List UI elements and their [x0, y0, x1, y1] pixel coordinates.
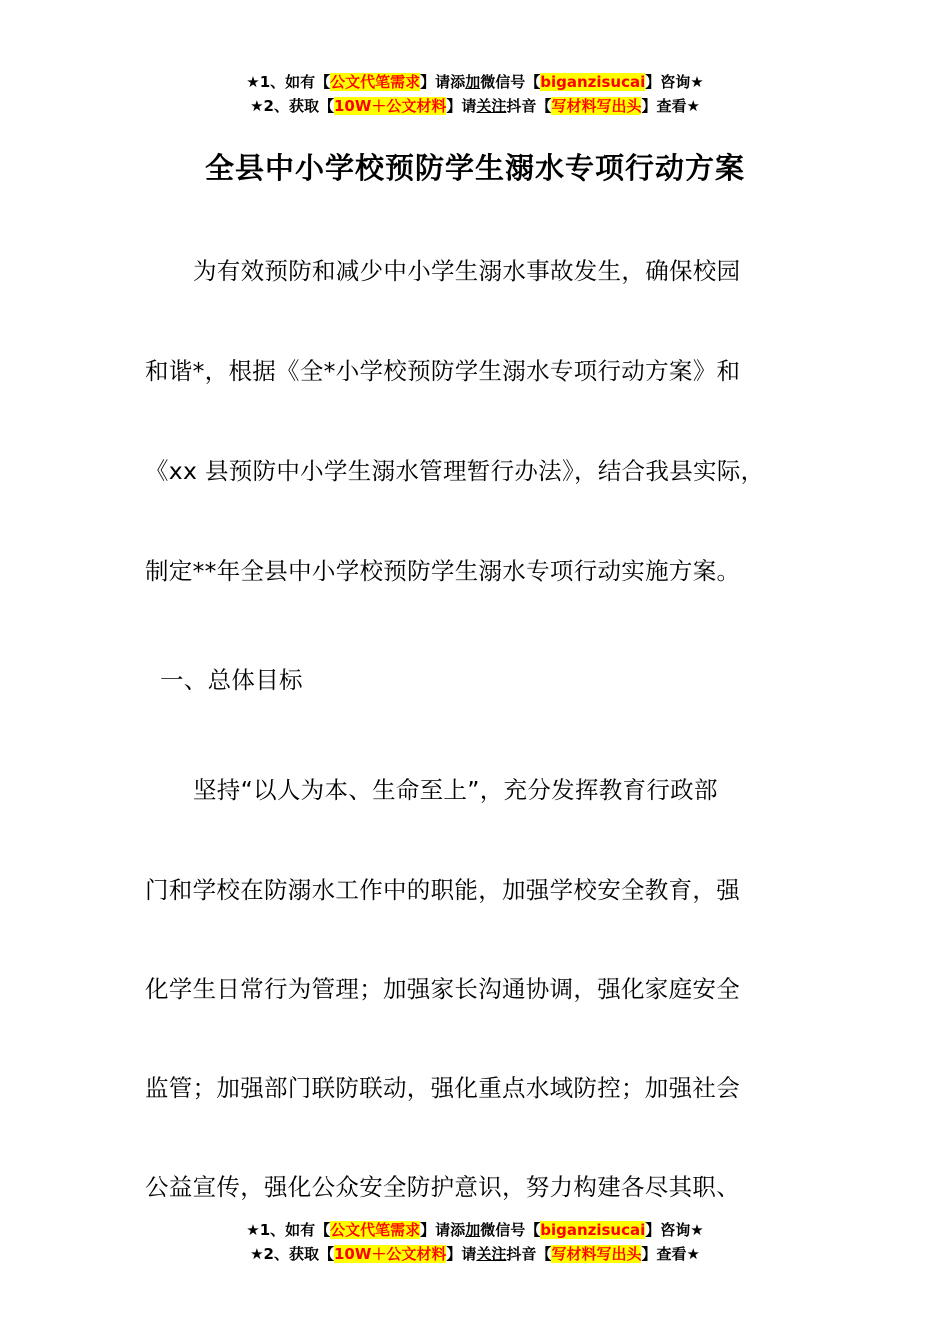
- paragraph-line: 监管；加强部门联防联动，强化重点水域防控；加强社会: [145, 1074, 740, 1102]
- banner-underline: 关注: [476, 1245, 507, 1263]
- banner-text: 微信号【: [480, 1221, 541, 1239]
- banner-text: 抖音【: [506, 1245, 552, 1263]
- banner-underline: 关注: [476, 97, 507, 115]
- document-title: 全县中小学校预防学生溺水专项行动方案: [204, 151, 745, 185]
- banner-highlight: 10W＋公文材料: [333, 97, 447, 115]
- banner-text: 抖音【: [506, 97, 552, 115]
- banner-text: 】咨询★: [645, 73, 704, 91]
- banner-text: 】查看★: [641, 97, 700, 115]
- banner-text: 微信号【: [480, 73, 541, 91]
- banner-text: ★2、获取【: [250, 97, 334, 115]
- banner-text: 】查看★: [641, 1245, 700, 1263]
- banner-highlight: 写材料写出头: [551, 97, 642, 115]
- paragraph-line: 制定**年全县中小学校预防学生溺水专项行动实施方案。: [145, 557, 741, 585]
- paragraph-line: 坚持“以人为本、生命至上”，充分发挥教育行政部: [193, 776, 718, 804]
- banner-text: 】请添: [420, 1221, 466, 1239]
- banner-text: 】咨询★: [645, 1221, 704, 1239]
- banner-text: ★1、如有【: [246, 73, 331, 91]
- banner-text: ★1、如有【: [246, 1221, 331, 1239]
- banner-highlight: biganzisucai: [540, 1221, 646, 1239]
- banner-highlight: 公文代笔需求: [330, 73, 421, 91]
- banner-underline: 加: [465, 1221, 481, 1239]
- footer-banner: [0, 1218, 950, 1266]
- banner-line-1: [0, 70, 950, 94]
- paragraph-line: 和谐*，根据《全*小学校预防学生溺水专项行动方案》和: [145, 357, 741, 385]
- banner-highlight: biganzisucai: [540, 73, 646, 91]
- banner-line-1: [0, 1218, 950, 1242]
- banner-text: 】请: [446, 97, 477, 115]
- paragraph-line: 《xx 县预防中小学生溺水管理暂行办法》，结合我县实际，: [145, 457, 765, 485]
- banner-line-2: [0, 1242, 950, 1266]
- paragraph-line: 公益宣传，强化公众安全防护意识，努力构建各尽其职、: [145, 1173, 740, 1201]
- banner-text: 】请: [446, 1245, 477, 1263]
- banner-line-2: [0, 94, 950, 118]
- banner-highlight: 写材料写出头: [551, 1245, 642, 1263]
- section-heading: 一、总体目标: [160, 666, 303, 694]
- header-banner: [0, 70, 950, 118]
- banner-text: ★2、获取【: [250, 1245, 334, 1263]
- paragraph-line: 门和学校在防溺水工作中的职能，加强学校安全教育，强: [145, 876, 740, 904]
- paragraph-line: 为有效预防和减少中小学生溺水事故发生，确保校园: [193, 257, 741, 285]
- paragraph-line: 化学生日常行为管理；加强家长沟通协调，强化家庭安全: [145, 975, 740, 1003]
- banner-text: 】请添: [420, 73, 466, 91]
- banner-underline: 加: [465, 73, 481, 91]
- banner-highlight: 公文代笔需求: [330, 1221, 421, 1239]
- banner-highlight: 10W＋公文材料: [333, 1245, 447, 1263]
